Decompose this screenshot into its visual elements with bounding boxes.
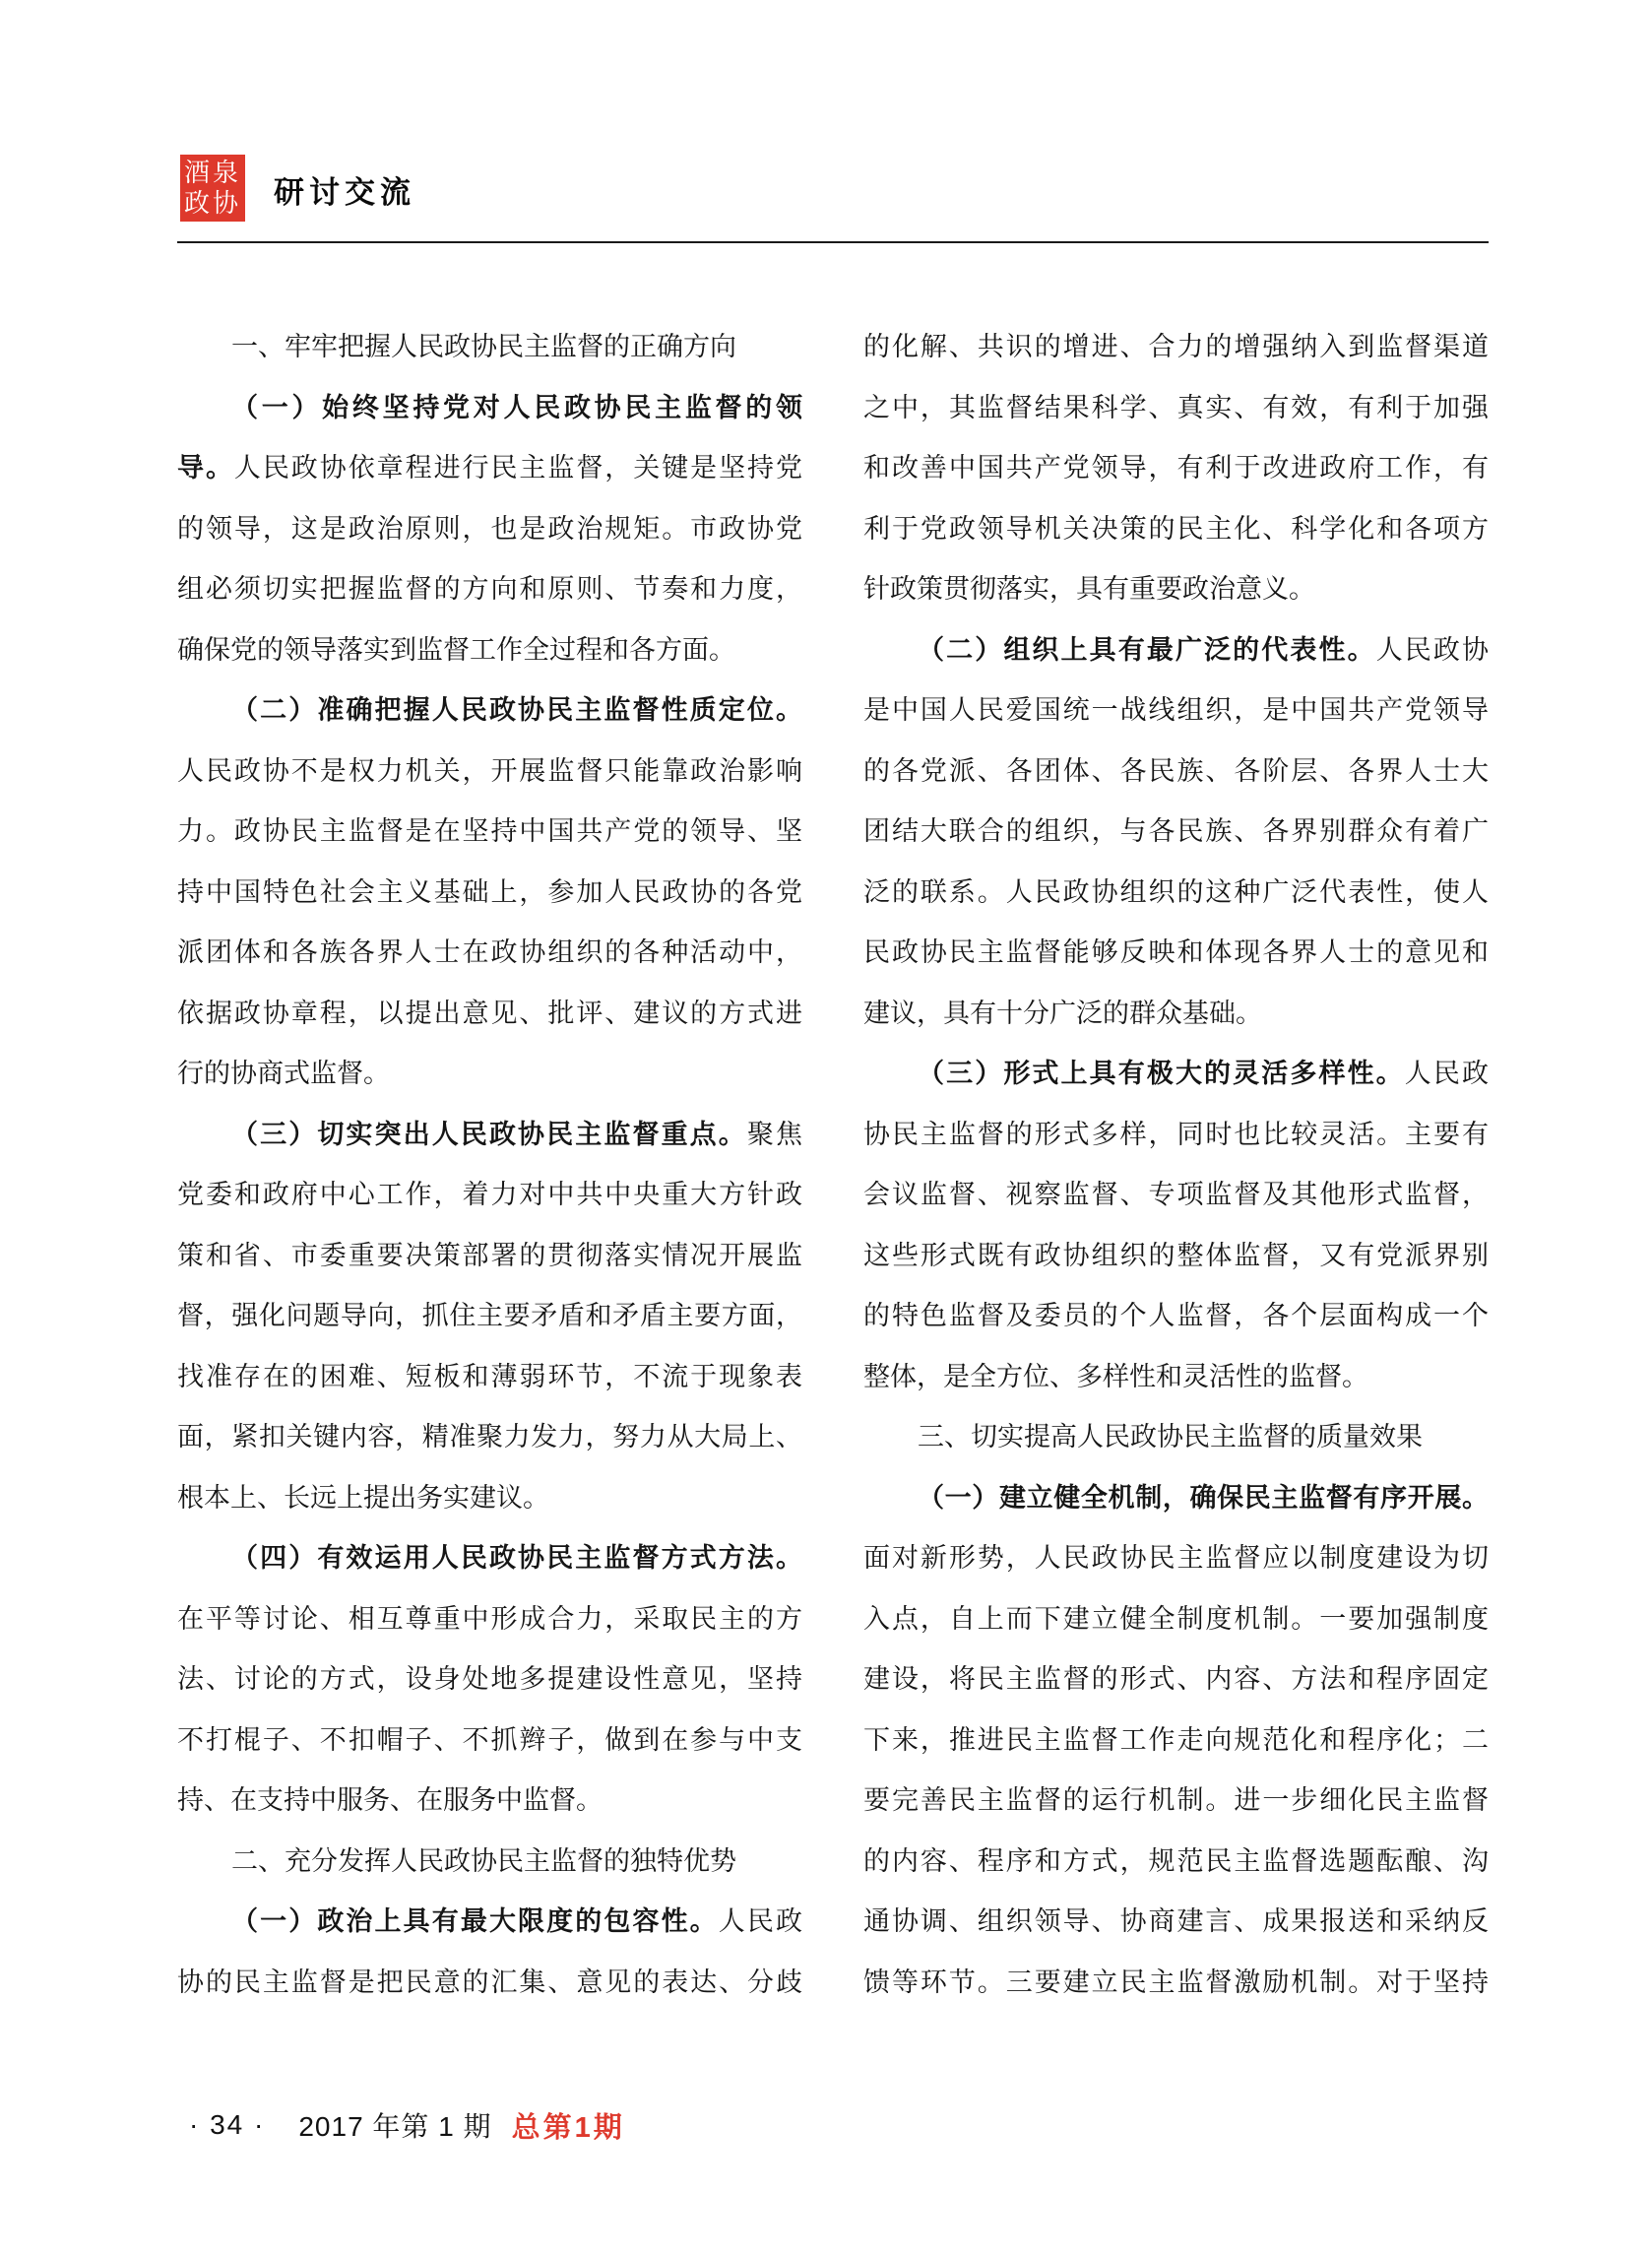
- text-line: [863, 1226, 1489, 1287]
- text-line: [863, 620, 1489, 681]
- text-segment: 人民政: [718, 1906, 802, 1936]
- text-line: [863, 1165, 1489, 1226]
- text-segment: 的领导，这是政治原则，也是政治规矩。市政协党: [177, 513, 802, 544]
- text-segment-bold: （三）切实突出人民政协民主监督重点。: [231, 1119, 747, 1149]
- text-segment: 民政协民主监督能够反映和体现各界人士的意见和: [863, 937, 1489, 967]
- text-segment: 是中国人民爱国统一战线组织，是中国共产党领导: [863, 695, 1489, 725]
- text-segment: 党委和政府中心工作，着力对中共中央重大方针政: [177, 1180, 802, 1209]
- text-line: [863, 1347, 1489, 1408]
- text-segment-bold: （四）有效运用人民政协民主监督方式方法。: [231, 1543, 802, 1573]
- text-segment: 协民主监督的形式多样，同时也比较灵活。主要有: [863, 1119, 1489, 1149]
- text-line: [863, 1468, 1489, 1529]
- text-segment: 人民政: [1404, 1059, 1489, 1088]
- text-segment: 整体，是全方位、多样性和灵活性的监督。: [863, 1361, 1368, 1391]
- text-line: [177, 1771, 802, 1832]
- text-line: [177, 499, 802, 560]
- text-segment: 三、切实提高人民政协民主监督的质量效果: [918, 1422, 1423, 1451]
- text-segment-bold: （三）形式上具有极大的灵活多样性。: [918, 1059, 1405, 1088]
- text-segment: 的各党派、各团体、各民族、各阶层、各界人士大: [863, 755, 1489, 786]
- text-line: [177, 1105, 802, 1166]
- text-segment: 二、充分发挥人民政协民主监督的独特优势: [231, 1845, 736, 1876]
- text-line: [863, 863, 1489, 924]
- text-segment: 确保党的领导落实到监督工作全过程和各方面。: [177, 634, 735, 665]
- text-segment: 在平等讨论、相互尊重中形成合力，采取民主的方: [177, 1603, 802, 1634]
- text-segment: 要完善民主监督的运行机制。进一步细化民主监督: [863, 1785, 1489, 1815]
- text-line: [177, 438, 802, 499]
- page-footer: [189, 2107, 625, 2143]
- text-line: [863, 378, 1489, 439]
- text-segment: 聚焦: [746, 1119, 802, 1149]
- text-line: [863, 742, 1489, 803]
- text-segment: 建设，将民主监督的形式、内容、方法和程序固定: [863, 1664, 1489, 1694]
- text-segment: 一、牢牢把握人民政协民主监督的正确方向: [231, 332, 736, 361]
- text-segment-bold: 导。: [177, 453, 234, 483]
- text-line: [177, 1165, 802, 1226]
- text-line: [863, 1589, 1489, 1650]
- text-segment: 策和省、市委重要决策部署的贯彻落实情况开展监: [177, 1240, 802, 1270]
- text-line: [863, 317, 1489, 378]
- text-line: [177, 1528, 802, 1589]
- text-segment: 的内容、程序和方式，规范民主监督选题酝酿、沟: [863, 1845, 1489, 1876]
- text-segment: 针政策贯彻落实，具有重要政治意义。: [863, 574, 1315, 604]
- text-segment: 入点，自上而下建立健全制度机制。一要加强制度: [863, 1603, 1489, 1634]
- article-column-right: [863, 317, 1489, 2013]
- article-column-left: [177, 317, 802, 2013]
- text-segment-bold: （一）政治上具有最大限度的包容性。: [231, 1906, 719, 1936]
- text-segment: 行的协商式监督。: [177, 1059, 390, 1088]
- text-segment: 的化解、共识的增进、合力的增强纳入到监督渠道: [863, 332, 1489, 361]
- text-line: [177, 680, 802, 742]
- text-line: [863, 680, 1489, 742]
- text-line: [177, 863, 802, 924]
- text-line: [177, 620, 802, 681]
- text-segment-bold: （一）始终坚持党对人民政协民主监督的领: [231, 392, 802, 422]
- text-segment: 和改善中国共产党领导，有利于改进政府工作，有: [863, 453, 1489, 483]
- text-segment: 面，紧扣关键内容，精准聚力发力，努力从大局上、: [177, 1422, 802, 1451]
- page-number: · 34 ·: [189, 2109, 266, 2140]
- text-line: [177, 1407, 802, 1468]
- text-segment: 人民政协依章程进行民主监督，关键是坚持党: [233, 453, 802, 483]
- text-line: [177, 1892, 802, 1953]
- text-line: [863, 1528, 1489, 1589]
- text-line: [863, 1832, 1489, 1893]
- text-line: [863, 1953, 1489, 2014]
- text-segment: 利于党政领导机关决策的民主化、科学化和各项方: [863, 513, 1489, 544]
- seal-logo: [180, 155, 245, 222]
- text-line: [177, 984, 802, 1045]
- text-line: [863, 1044, 1489, 1105]
- text-segment: 根本上、长远上提出务实建议。: [177, 1482, 549, 1513]
- text-segment: 力。政协民主监督是在坚持中国共产党的领导、坚: [177, 816, 802, 846]
- text-segment: 之中，其监督结果科学、真实、有效，有利于加强: [863, 392, 1489, 422]
- text-line: [863, 1105, 1489, 1166]
- text-line: [177, 559, 802, 620]
- text-line: [863, 923, 1489, 984]
- text-segment: 建议，具有十分广泛的群众基础。: [863, 998, 1262, 1028]
- text-segment: 督，强化问题导向，抓住主要矛盾和矛盾主要方面，: [177, 1301, 802, 1330]
- text-line: [863, 1892, 1489, 1953]
- text-line: [863, 984, 1489, 1045]
- text-segment: 组必须切实把握监督的方向和原则、节奏和力度，: [177, 574, 802, 604]
- text-segment: 找准存在的困难、短板和薄弱环节，不流于现象表: [177, 1361, 802, 1391]
- text-line: [863, 499, 1489, 560]
- column-header-title: 研讨交流: [274, 175, 415, 210]
- text-line: [863, 1771, 1489, 1832]
- text-line: [177, 317, 802, 378]
- text-line: [177, 802, 802, 863]
- text-segment: 派团体和各族各界人士在政协组织的各种活动中，: [177, 937, 802, 967]
- text-line: [863, 1649, 1489, 1710]
- text-line: [863, 1710, 1489, 1772]
- text-line: [863, 1286, 1489, 1347]
- text-line: [177, 1347, 802, 1408]
- text-segment: 团结大联合的组织，与各民族、各界别群众有着广: [863, 816, 1489, 846]
- text-line: [177, 742, 802, 803]
- header-rule: [177, 241, 1489, 243]
- seal-logo-text: 酒泉政协: [184, 159, 242, 218]
- issue-label: 2017 年第 1 期: [298, 2111, 492, 2142]
- text-segment: 面对新形势，人民政协民主监督应以制度建设为切: [863, 1543, 1489, 1573]
- text-line: [177, 1226, 802, 1287]
- text-line: [863, 438, 1489, 499]
- text-segment: 会议监督、视察监督、专项监督及其他形式监督，: [863, 1180, 1489, 1209]
- text-line: [863, 1407, 1489, 1468]
- cumulative-issue-badge: 总第1期: [511, 2111, 625, 2144]
- text-segment: 下来，推进民主监督工作走向规范化和程序化；二: [863, 1724, 1489, 1755]
- text-segment: 泛的联系。人民政协组织的这种广泛代表性，使人: [863, 876, 1489, 907]
- text-segment: 不打棍子、不扣帽子、不抓辫子，做到在参与中支: [177, 1724, 802, 1755]
- text-segment-bold: （二）准确把握人民政协民主监督性质定位。: [231, 695, 802, 725]
- text-segment: 持中国特色社会主义基础上，参加人民政协的各党: [177, 876, 802, 907]
- text-segment-bold: （一）建立健全机制，确保民主监督有序开展。: [918, 1482, 1489, 1513]
- text-segment: 协的民主监督是把民意的汇集、意见的表达、分歧: [177, 1967, 802, 1997]
- text-line: [177, 1832, 802, 1893]
- text-segment: 这些形式既有政协组织的整体监督，又有党派界别: [863, 1240, 1489, 1270]
- text-segment: 法、讨论的方式，设身处地多提建设性意见，坚持: [177, 1664, 802, 1694]
- text-segment: 人民政协: [1375, 634, 1489, 665]
- text-segment-bold: （二）组织上具有最广泛的代表性。: [918, 634, 1376, 665]
- text-segment: 持、在支持中服务、在服务中监督。: [177, 1785, 603, 1815]
- text-line: [863, 802, 1489, 863]
- text-line: [177, 1468, 802, 1529]
- text-line: [177, 378, 802, 439]
- text-line: [177, 1589, 802, 1650]
- text-segment: 人民政协不是权力机关，开展监督只能靠政治影响: [177, 755, 802, 786]
- text-line: [177, 1286, 802, 1347]
- text-segment: 依据政协章程，以提出意见、批评、建议的方式进: [177, 998, 802, 1028]
- text-line: [177, 1649, 802, 1710]
- text-segment: 通协调、组织领导、协商建言、成果报送和采纳反: [863, 1906, 1489, 1936]
- text-line: [177, 1710, 802, 1772]
- text-segment: 馈等环节。三要建立民主监督激励机制。对于坚持: [863, 1967, 1489, 1997]
- text-segment: 的特色监督及委员的个人监督，各个层面构成一个: [863, 1301, 1489, 1330]
- text-line: [863, 559, 1489, 620]
- text-line: [177, 1044, 802, 1105]
- text-line: [177, 1953, 802, 2014]
- text-line: [177, 923, 802, 984]
